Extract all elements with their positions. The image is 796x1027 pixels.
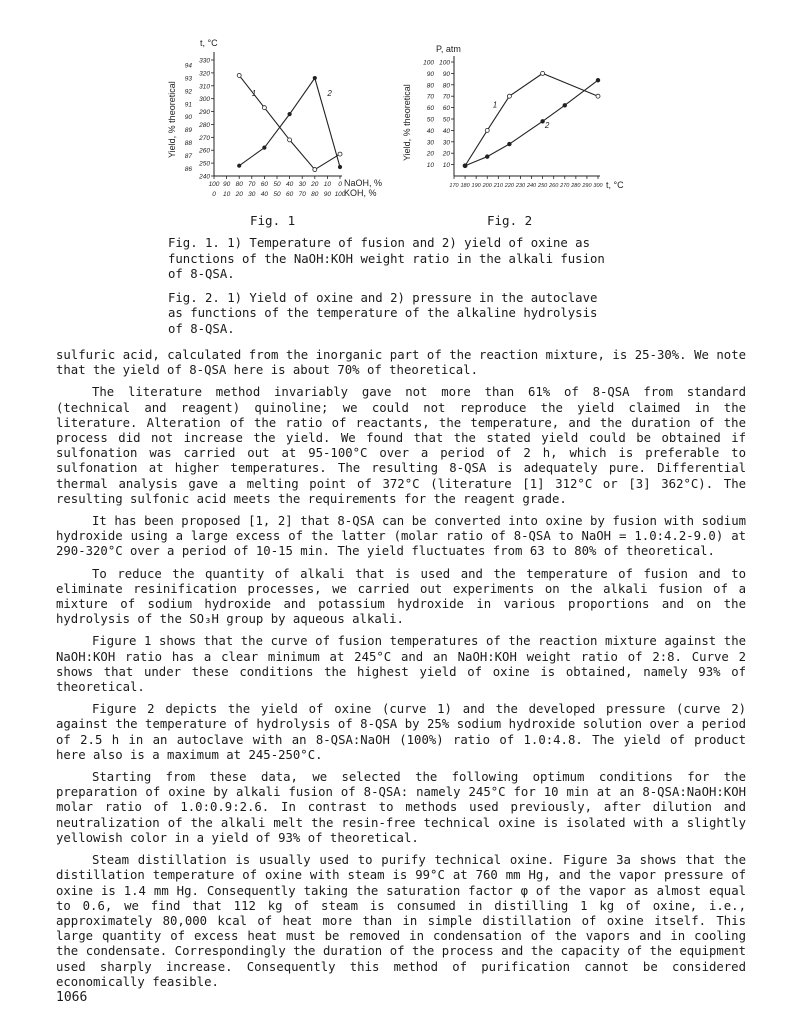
figure-1-label: Fig. 1 bbox=[250, 213, 296, 228]
tick-label: 40 bbox=[426, 127, 434, 135]
article-body bbox=[56, 348, 746, 997]
data-point bbox=[485, 128, 489, 132]
tick-label: 89 bbox=[184, 127, 192, 135]
tick-label: 310 bbox=[199, 83, 210, 91]
tick-label: 230 bbox=[515, 183, 526, 189]
series-label: 2 bbox=[544, 121, 550, 131]
tick-label: 94 bbox=[184, 62, 192, 70]
tick-label: 90 bbox=[323, 191, 332, 198]
tick-label: 300 bbox=[593, 183, 603, 189]
paragraph: The literature method invariably gave not more than 61% of 8-QSA from standard (technical and reagent) quinoline; we could not reproduce the yield claimed in the literature. Alteration of the ratio of reactants, the temperature, and the duration of the process did not increase the yield. We found that the stated yield could be obtained if sulfonation was carried out at 95-100°C over a period of 2 h, which is preferable to sulfonation at higher temperatures. The resulting 8-QSA is adequately pure. Differential thermal analysis gave a melting point of 372°C (literature [1] 312°C or [3] 362°C). The resulting sulfonic acid meets the requirements for the reagent grade. bbox=[56, 385, 746, 506]
tick-label: 0 bbox=[212, 191, 216, 198]
paragraph: Figure 1 shows that the curve of fusion temperatures of the reaction mixture against the NaOH:KOH ratio has a clear minimum at 245°C and an NaOH:KOH weight ratio of 2:8. Curve 2 shows that under these conditions the highest yield of oxine is obtained, namely 93% of theoretical. bbox=[56, 634, 746, 695]
tick-label: 100 bbox=[208, 181, 220, 188]
tick-label: 320 bbox=[199, 70, 210, 78]
tick-label: 80 bbox=[311, 191, 319, 198]
data-point bbox=[596, 78, 600, 82]
tick-label: 170 bbox=[449, 183, 459, 189]
tick-label: 20 bbox=[235, 191, 243, 198]
tick-label: 86 bbox=[184, 165, 192, 173]
tick-label: 60 bbox=[442, 105, 450, 113]
tick-label: 200 bbox=[482, 183, 492, 189]
tick-label: 93 bbox=[184, 75, 192, 83]
tick-label: 10 bbox=[222, 191, 231, 198]
tick-label: 87 bbox=[184, 152, 192, 160]
series-line-2 bbox=[465, 80, 598, 166]
figure-captions bbox=[168, 236, 618, 345]
tick-label: 40 bbox=[285, 181, 294, 188]
data-point bbox=[313, 76, 316, 79]
tick-label: 50 bbox=[273, 181, 281, 188]
data-point bbox=[485, 155, 489, 159]
tick-label: 50 bbox=[273, 191, 281, 198]
series-label: 1 bbox=[251, 89, 257, 99]
figure-1-chart bbox=[162, 30, 392, 208]
tick-label: 20 bbox=[311, 181, 319, 188]
figure-2 bbox=[398, 42, 628, 202]
data-point bbox=[463, 164, 467, 168]
tick-label: 90 bbox=[426, 70, 434, 78]
tick-label: 220 bbox=[504, 183, 514, 189]
x-axis-label: t, °C bbox=[606, 180, 624, 190]
tick-label: 10 bbox=[426, 162, 434, 170]
tick-label: 60 bbox=[260, 181, 269, 188]
figure-2-caption: Fig. 2. 1) Yield of oxine and 2) pressure in the autoclave as functions of the temperature of the alkaline hydrolysis of 8-QSA. bbox=[168, 290, 598, 336]
series-line-1 bbox=[465, 73, 598, 165]
data-point bbox=[313, 168, 317, 172]
tick-label: 290 bbox=[582, 183, 592, 189]
figure-1-caption: Fig. 1. 1) Temperature of fusion and 2) yield of oxine as functions of the NaOH:KOH weight ratio in the alkali fusion of 8-QSA. bbox=[168, 236, 605, 281]
tick-label: 270 bbox=[560, 183, 570, 189]
paragraph: Figure 2 depicts the yield of oxine (curve 1) and the developed pressure (curve 2) against the temperature of hydrolysis of 8-QSA by 25% sodium hydroxide solution over a period of 2.5 h in an autoclave with an 8-QSA:NaOH (100%) ratio of 1.0:4.8. The yield of product here also is a maximum at 245-250°C. bbox=[56, 702, 746, 762]
tick-label: 70 bbox=[298, 191, 306, 198]
tick-label: 270 bbox=[199, 134, 210, 142]
tick-label: 0 bbox=[338, 181, 342, 188]
tick-label: 250 bbox=[199, 160, 210, 168]
y-axis-label: P, atm bbox=[436, 44, 461, 54]
data-point bbox=[338, 165, 341, 168]
tick-label: 260 bbox=[549, 183, 559, 189]
data-point bbox=[563, 104, 567, 108]
data-point bbox=[288, 112, 291, 115]
page-number: 1066 bbox=[56, 990, 88, 1005]
series-label: 2 bbox=[327, 89, 332, 99]
tick-label: 20 bbox=[442, 150, 450, 158]
tick-label: 50 bbox=[426, 116, 434, 124]
tick-label: 30 bbox=[248, 191, 256, 198]
tick-label: 90 bbox=[184, 114, 192, 122]
data-point bbox=[288, 138, 292, 142]
tick-label: 300 bbox=[199, 96, 210, 104]
tick-label: 10 bbox=[442, 162, 450, 170]
data-point bbox=[238, 164, 241, 167]
tick-label: 91 bbox=[184, 101, 192, 109]
tick-label: 60 bbox=[285, 191, 294, 198]
tick-label: 80 bbox=[426, 82, 434, 90]
x-axis-label: NaOH, % bbox=[344, 178, 383, 188]
y-axis-label: t, °C bbox=[200, 38, 218, 48]
tick-label: 30 bbox=[298, 181, 306, 188]
tick-label: 280 bbox=[571, 183, 581, 189]
tick-label: 240 bbox=[199, 173, 210, 181]
tick-label: 210 bbox=[493, 183, 503, 189]
tick-label: 90 bbox=[442, 70, 450, 78]
tick-label: 88 bbox=[184, 139, 192, 147]
y-axis-label: Yield, % theoretical bbox=[402, 84, 412, 161]
x-axis-label: KOH, % bbox=[344, 188, 377, 198]
tick-label: 100 bbox=[439, 59, 450, 67]
data-point bbox=[508, 142, 512, 146]
tick-label: 50 bbox=[442, 116, 450, 124]
tick-label: 60 bbox=[426, 105, 434, 113]
figure-2-chart bbox=[398, 42, 628, 202]
paragraph: sulfuric acid, calculated from the inorganic part of the reaction mixture, is 25-30%. We note that the yield of 8-QSA here is about 70% of theoretical. bbox=[56, 348, 746, 378]
tick-label: 70 bbox=[426, 93, 434, 101]
data-point bbox=[237, 73, 241, 77]
tick-label: 80 bbox=[235, 181, 243, 188]
paragraph: Steam distillation is usually used to purify technical oxine. Figure 3a shows that the distillation temperature of oxine with steam is 99°C at 760 mm Hg, and the vapor pressure of oxine is 1.4 mm Hg. Consequently taking the saturation factor φ of the vapor as almost equal to 0.6, we find that 112 kg of steam is consumed in distilling 1 kg of oxine, i.e., approximately 80,000 kcal of heat more than in simple distillation of oxine itself. This large quantity of excess heat must be removed in condensation of the vapors and in cooling the condensate. Correspondingly the duration of the process and the capacity of the equipment used sharply increase. Consequently this method of purification cannot be considered economically feasible. bbox=[56, 853, 746, 989]
tick-label: 70 bbox=[248, 181, 256, 188]
y-axis-label: Yield, % theoretical bbox=[167, 81, 177, 158]
data-point bbox=[338, 152, 342, 156]
tick-label: 80 bbox=[442, 82, 450, 90]
data-point bbox=[262, 106, 266, 110]
tick-label: 40 bbox=[260, 191, 269, 198]
tick-label: 90 bbox=[222, 181, 231, 188]
tick-label: 92 bbox=[184, 88, 192, 96]
tick-label: 290 bbox=[199, 109, 210, 117]
tick-label: 250 bbox=[538, 183, 548, 189]
tick-label: 10 bbox=[323, 181, 332, 188]
data-point bbox=[507, 94, 511, 98]
tick-label: 100 bbox=[423, 59, 434, 67]
tick-label: 190 bbox=[471, 183, 481, 189]
paragraph: It has been proposed [1, 2] that 8-QSA can be converted into oxine by fusion with sodium hydroxide using a large excess of the latter (molar ratio of 8-QSA to NaOH = 1.0:4.2-9.0) at 290-320°C over a period of 10-15 min. The yield fluctuates from 63 to 80% of theoretical. bbox=[56, 514, 746, 559]
tick-label: 30 bbox=[442, 139, 450, 147]
data-point bbox=[596, 94, 600, 98]
tick-label: 40 bbox=[442, 127, 450, 135]
figure-1 bbox=[162, 30, 392, 208]
tick-label: 180 bbox=[460, 183, 470, 189]
tick-label: 330 bbox=[199, 57, 210, 65]
figure-2-label: Fig. 2 bbox=[487, 213, 533, 228]
data-point bbox=[541, 71, 545, 75]
series-label: 1 bbox=[492, 100, 498, 110]
tick-label: 260 bbox=[199, 147, 210, 155]
tick-label: 240 bbox=[526, 183, 537, 189]
paragraph: Starting from these data, we selected the following optimum conditions for the preparation of oxine by alkali fusion of 8-QSA: namely 245°C for 10 min at an 8-QSA:NaOH:KOH molar ratio of 1.0:0.9:2.6. In contrast to methods used previously, after dilution and neutralization of the alkali melt the resin-free technical oxine is isolated with a slightly yellowish color in a yield of 93% of theoretical. bbox=[56, 770, 746, 845]
data-point bbox=[263, 146, 266, 149]
tick-label: 20 bbox=[426, 150, 434, 158]
tick-label: 30 bbox=[426, 139, 434, 147]
paragraph: To reduce the quantity of alkali that is used and the temperature of fusion and to eliminate resinification processes, we carried out experiments on the alkali fusion of a mixture of sodium hydroxide and potassium hydroxide in various proportions and on the hydrolysis of the SO₃H group by aqueous alkali. bbox=[56, 566, 746, 627]
tick-label: 70 bbox=[442, 93, 450, 101]
tick-label: 280 bbox=[199, 121, 210, 129]
tick-label: 100 bbox=[334, 191, 346, 198]
